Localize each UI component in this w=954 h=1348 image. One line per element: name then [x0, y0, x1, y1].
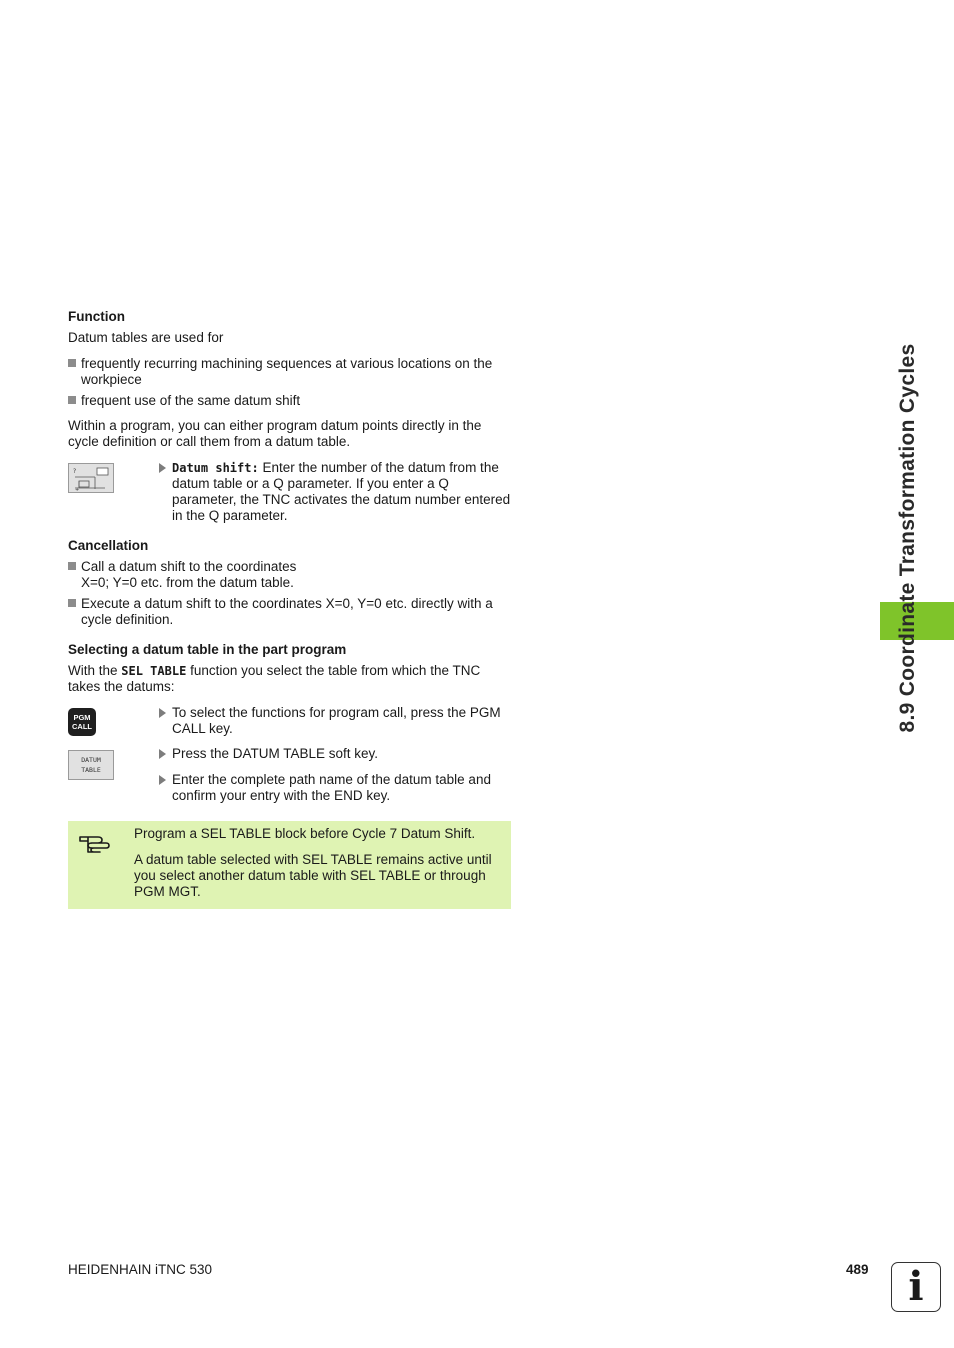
datum-shift-step: Datum shift: Enter the number of the datum from the datum table or a Q parameter. If you enter a Q parameter, the TNC activates the datum number entered in the Q parameter. — [159, 460, 511, 524]
function-intro: Datum tables are used for — [68, 330, 224, 345]
function-paragraph: Within a program, you can either program datum points directly in the cycle definition or call them from a datum table. — [68, 418, 482, 449]
step-arrow-icon — [159, 708, 166, 718]
datum-shift-keyword: Datum shift: — [172, 461, 259, 475]
heading-cancellation: Cancellation — [68, 538, 149, 553]
footer-product: HEIDENHAIN iTNC 530 — [68, 1262, 213, 1277]
bullet-square-icon — [68, 359, 76, 367]
step-arrow-icon — [159, 749, 166, 759]
pointing-hand-icon — [78, 829, 112, 853]
step-datum-table: Press the DATUM TABLE soft key. — [159, 746, 511, 762]
sel-table-keyword: SEL TABLE — [121, 664, 187, 678]
list-item: frequently recurring machining sequences at various locations on the workpiece — [68, 356, 513, 388]
info-icon: i — [891, 1262, 941, 1312]
list-item: Call a datum shift to the coordinates X=0; Y=0 etc. from the datum table. — [68, 559, 328, 591]
selecting-intro: With the SEL TABLE function you select the table from which the TNC takes the datums: — [68, 663, 481, 694]
list-item: Execute a datum shift to the coordinates X=0, Y=0 etc. directly with a cycle definition. — [68, 596, 513, 628]
svg-text:?: ? — [73, 468, 77, 475]
bullet-square-icon — [68, 599, 76, 607]
bullet-square-icon — [68, 396, 76, 404]
note-line: Program a SEL TABLE block before Cycle 7 Datum Shift. — [134, 826, 476, 841]
pgm-call-key: PGM CALL — [68, 708, 96, 736]
datum-table-softkey: DATUM TABLE — [68, 750, 114, 780]
svg-text:+: + — [75, 487, 80, 492]
step-path-name: Enter the complete path name of the datum table and confirm your entry with the END key. — [159, 772, 511, 804]
step-pgm-call: To select the functions for program call, press the PGM CALL key. — [159, 705, 511, 737]
page-number: 489 — [846, 1262, 869, 1277]
heading-selecting-datum-table: Selecting a datum table in the part program — [68, 642, 347, 657]
note-line: A datum table selected with SEL TABLE remains active until you select another datum table with SEL TABLE or through PGM MGT. — [134, 852, 492, 899]
bullet-square-icon — [68, 562, 76, 570]
datum-shift-cycle-icon — [68, 463, 114, 493]
note-box — [68, 821, 511, 909]
step-arrow-icon — [159, 463, 166, 473]
step-arrow-icon — [159, 775, 166, 785]
heading-function: Function — [68, 309, 125, 324]
list-item: frequent use of the same datum shift — [68, 393, 513, 409]
